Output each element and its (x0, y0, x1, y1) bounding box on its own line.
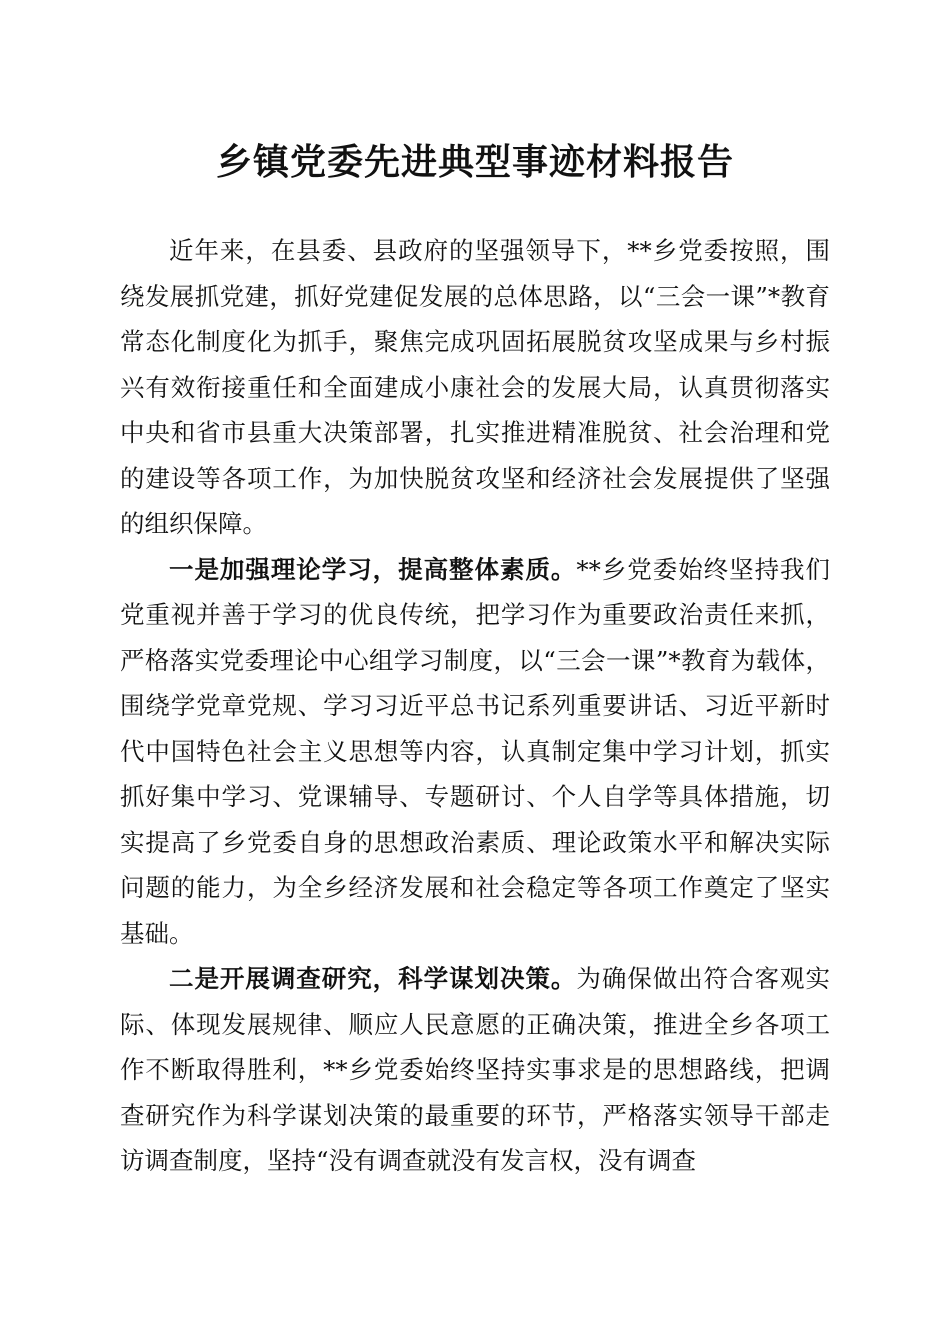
document-body (120, 228, 830, 1184)
paragraph-research (120, 956, 830, 1184)
paragraph-text: **乡党委始终坚持我们党重视并善于学习的优良传统，把学习作为重要政治责任来抓，严格落实党委理论中心组学习制度，以“三会一课”*教育为载体，围绕学党章党规、学习习近平总书记系列重要讲话、习近平新时代中国特色社会主义思想等内容，认真制定集中学习计划，抓实抓好集中学习、党课辅导、专题研讨、个人自学等具体措施，切实提高了乡党委自身的思想政治素质、理论政策水平和解决实际问题的能力，为全乡经济发展和社会稳定等各项工作奠定了坚实基础。 (120, 554, 830, 948)
paragraph-theory-study (120, 547, 830, 957)
document-title: 乡镇党委先进典型事迹材料报告 (215, 141, 734, 183)
paragraph-text: 为确保做出符合客观实际、体现发展规律、顺应人民意愿的正确决策，推进全乡各项工作不断取得胜利，**乡党委始终坚持实事求是的思想路线，把调查研究作为科学谋划决策的最重要的环节，严格落实领导干部走访调查制度，坚持“没有调查就没有发言权，没有调查 (120, 964, 830, 1175)
paragraph-intro (120, 228, 830, 547)
paragraph-lead: 一是加强理论学习，提高整体素质。 (169, 554, 577, 584)
paragraph-lead: 二是开展调查研究，科学谋划决策。 (169, 964, 577, 993)
paragraph-text: 近年来，在县委、县政府的坚强领导下，**乡党委按照，围绕发展抓党建，抓好党建促发展的总体思路，以“三会一课”*教育常态化制度化为抓手，聚焦完成巩固拓展脱贫攻坚成果与乡村振兴有效衔接重任和全面建成小康社会的发展大局，认真贯彻落实中央和省市县重大决策部署，扎实推进精准脱贫、社会治理和党的建设等各项工作，为加快脱贫攻坚和经济社会发展提供了坚强的组织保障。 (120, 236, 830, 538)
